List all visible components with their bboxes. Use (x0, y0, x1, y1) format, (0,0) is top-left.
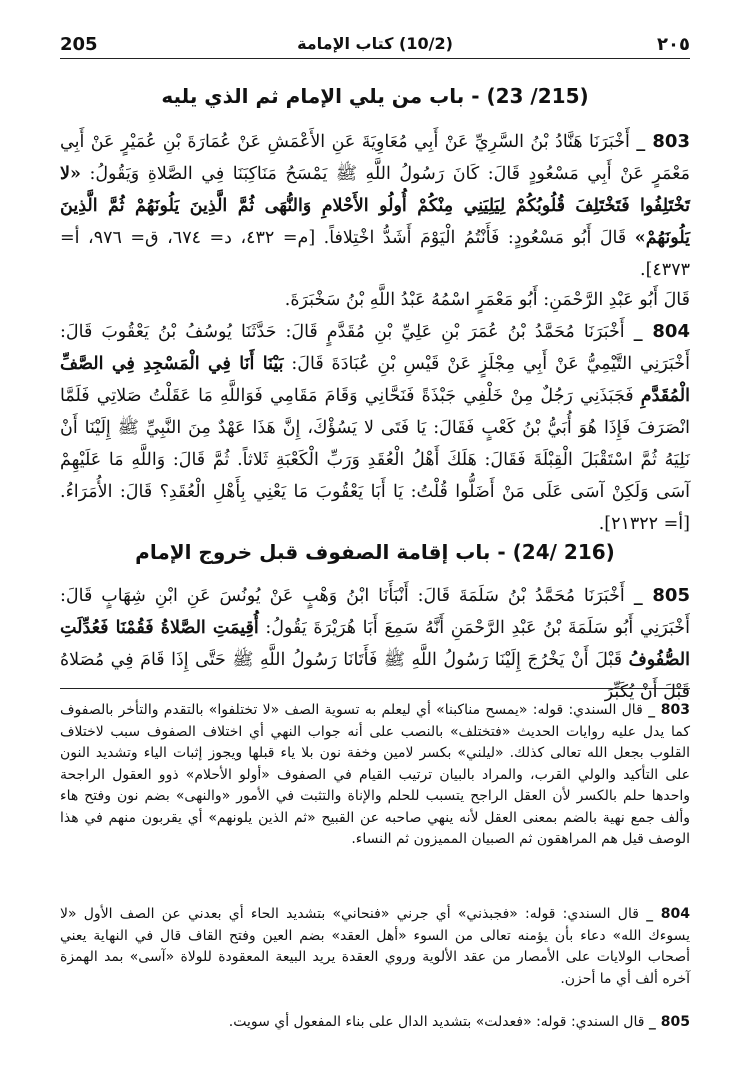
hadith-text: فَجَبَذَنِي رَجُلٌ مِنْ خَلْفِي جَبْذَةً فَنَحَّانِي وَقَامَ مَقَامِي فَوَاللَّهِ مَا عَقَلْتُ صَلاتِي فَلَمَّا انْصَرَفَ فَإِذَا هُوَ أُبَيُّ بْنُ كَعْبٍ فَقَالَ: يَا فَتَى لا يَسُؤْكَ، إِنَّ هَذَا عَهْدٌ مِنَ النَّبِيِّ ﷺ إِلَيْنَا أَنْ نَلِيَهُ ثُمَّ اسْتَقْبَلَ الْقِبْلَةَ فَقَالَ: هَلَكَ أَهْلُ الْعُقَدِ وَرَبِّ الْكَعْبَةِ ثَلاثاً. ثُمَّ قَالَ: وَاللَّهِ مَا عَلَيْهِمْ آسَى وَلَكِنْ آسَى عَلَى مَنْ أَضَلُّوا قُلْتُ: يَا أَبَا يَعْقُوبَ مَا يَعْنِي بِأَهْلِ الْعُقَدِ؟ قَالَ: الأُمَرَاءُ. [أ= ٢١٣٢٢]. (60, 386, 690, 534)
footnote-divider (60, 688, 690, 689)
footnote-number: 805 _ (648, 1014, 690, 1030)
page-number-latin: 205 (60, 34, 98, 55)
footnote-author: قال السندي: (568, 702, 643, 718)
hadith-matn: بَيْنَا أَنَا فِي الْمَسْجِدِ فِي الصَّفِّ الْمُقَدَّمِ (60, 354, 690, 406)
hadith-number: 804 _ (633, 321, 690, 342)
footnote-author: قال السندي: (562, 906, 639, 922)
footnote-author: قال السندي: (570, 1014, 645, 1030)
author-comment: قَالَ أَبُو عَبْدِ الرَّحْمَنِ: أَبُو مَعْمَرٍ اسْمُهُ عَبْدُ اللَّهِ بْنُ سَخْبَرَةَ. (284, 290, 690, 310)
footnote-805 (60, 1012, 690, 1034)
chapter-heading-215: (215/ 23) - باب من يلي الإمام ثم الذي يليه (161, 84, 589, 108)
page-header (60, 32, 690, 59)
hadith-isnad: أَخْبَرَنَا هَنَّادُ بْنُ السَّرِيِّ عَنْ أَبِي مُعَاوِيَةَ عَنِ الأَعْمَشِ عَنْ عُمَارَةَ بْنِ عُمَيْرٍ عَنْ أَبِي مَعْمَرٍ عَنْ أَبِي مَسْعُودٍ قَالَ: كَانَ رَسُولُ اللَّهِ ﷺ يَمْسَحُ مَنَاكِبَنَا فِي الصَّلاةِ وَيَقُولُ: (60, 132, 690, 184)
page-number-arabic: ٢٠٥ (657, 34, 690, 55)
hadith-803 (60, 126, 690, 286)
running-title: (10/2) كتاب الإمامة (297, 34, 453, 53)
footnote-804 (60, 904, 690, 990)
hadith-isnad: أَخْبَرَنَا مُحَمَّدُ بْنُ عُمَرَ بْنِ عَلِيِّ بْنِ مُقَدَّمٍ قَالَ: حَدَّثَنَا يُوسُفُ بْنُ يَعْقُوبَ قَالَ: أَخْبَرَنِي التَّيْمِيُّ عَنْ أَبِي مِجْلَزٍ عَنْ قَيْسِ بْنِ عُبَادَةَ قَالَ: (60, 322, 690, 374)
hadith-number: 805 _ (633, 585, 690, 606)
chapter-heading-216: (216 /24) - باب إقامة الصفوف قبل خروج الإمام (135, 540, 615, 564)
footnote-text: قوله: «فجبذني» أي جرني «فنحاني» بتشديد الحاء أي بعدني عن الصف الأول «لا يسوءك الله» دعاء بأن يؤمنه تعالى من السوء «أهل العقد» بضم العين وفتح القاف قال في النهاية يعني أصحاب الولايات على الأمصار من عقد الألوية وروي العقدة يريد البيعة المعقودة للولاة «آسى» بمد الهمزة آخره ألف أي ما أحزن. (60, 906, 690, 987)
hadith-matn: أُقِيمَتِ الصَّلاةُ فَقُمْنَا فَعُدِّلَتِ الصُّفُوفُ (60, 618, 690, 670)
footnote-text: قوله: «فعدلت» بتشديد الدال على بناء المفعول أي سويت. (228, 1014, 567, 1030)
hadith-text: قَالَ أَبُو مَسْعُودٍ: فَأَنْتُمُ الْيَوْمَ أَشَدُّ اخْتِلافاً. [م= ٤٣٢، د= ٦٧٤، ق= ٩٧٦، أ= ٤٣٧٣]. (60, 228, 690, 280)
hadith-isnad: أَخْبَرَنَا مُحَمَّدُ بْنُ سَلَمَةَ قَالَ: أَنْبَأَنَا ابْنُ وَهْبٍ عَنْ يُونُسَ عَنِ ابْنِ شِهَابٍ قَالَ: أَخْبَرَنِي أَبُو سَلَمَةَ بْنُ عَبْدِ الرَّحْمَنِ أَنَّهُ سَمِعَ أَبَا هُرَيْرَةَ يَقُولُ: (60, 586, 690, 638)
hadith-text: قَبْلَ أَنْ يَخْرُجَ إِلَيْنَا رَسُولُ اللَّهِ ﷺ فَأَتَانَا رَسُولُ اللَّهِ ﷺ حَتَّى إِذَا قَامَ فِي مُصَلاهُ قَبْلَ أَنْ يُكَبِّرَ (60, 650, 690, 702)
hadith-matn: «لا تَخْتَلِفُوا فَتَخْتَلِفَ قُلُوبُكُمْ لِيَلِيَنِي مِنْكُمْ أُولُو الأَحْلامِ وَالنُّهَى ثُمَّ الَّذِينَ يَلُونَهُمْ ثُمَّ الَّذِينَ يَلُونَهُمْ» (60, 164, 691, 248)
footnote-number: 803 _ (648, 702, 691, 718)
footnote-text: قوله: «يمسح مناكبنا» أي ليعلم به تسوية الصف «لا تختلفوا» بالتقدم والتأخر بالصفوف كما يدل عليه روايات الحديث «فتختلف» بالنصب على أنه جواب النهي أي اختلاف الصفوف سبب لاختلاف القلوب بجعل الله تعالى كذلك. «ليلني» بكسر لامين وخفة نون بلا ياء قبلها ويجوز إثبات الياء وتشديد النون على التأكيد والولي القرب، والمراد بالبيان ترتيب القيام في الصفوف «أولو الأحلام» ذوو العقول الراجحة واحدها حلم بالكسر لأن العقل الراجح يتسبب للحلم والإناة والتثبت في الأمور «والنهى» بضم نون وفتح هاء وألف جمع نهية بالضم بمعنى العقل لأنه ينهي صاحبه عن القبيح «ثم الذين يلونهم» أي يقربون منهم في هذا الوصف قيل هم المراهقون ثم الصبيان المميزون ثم النساء. (60, 702, 690, 847)
footnote-number: 804 _ (646, 906, 690, 922)
hadith-number: 803 _ (636, 131, 690, 152)
hadith-804 (60, 316, 690, 540)
footnote-803 (60, 700, 690, 851)
